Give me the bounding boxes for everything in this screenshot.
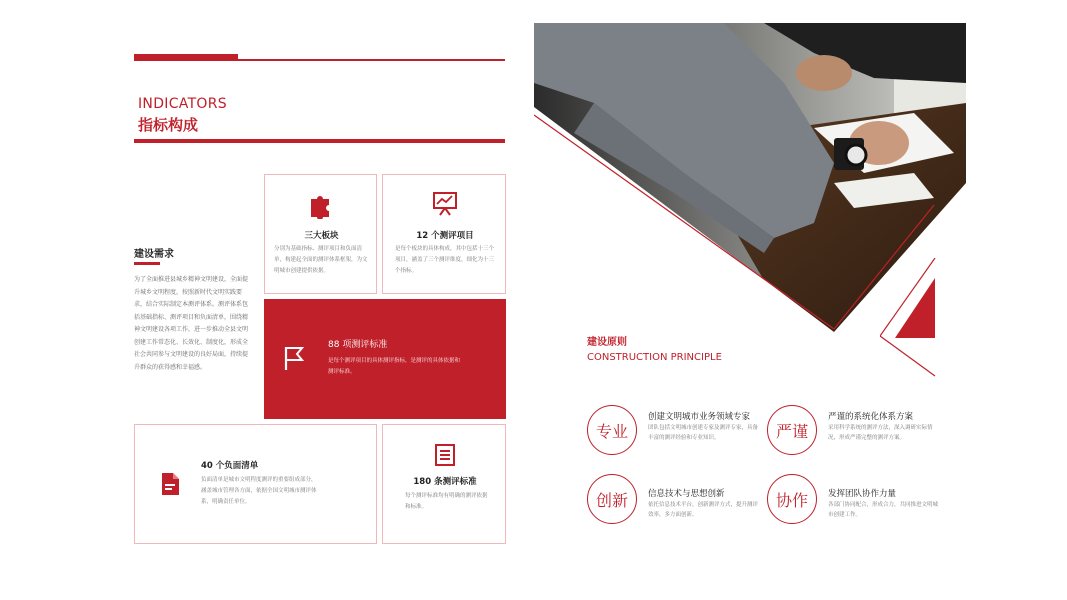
principle-badge-innovation: 创新: [587, 474, 637, 524]
presentation-chart-icon: [431, 189, 459, 221]
principle-title: 信息技术与思想创新: [648, 489, 725, 499]
principle-badge-rigorous: 严谨: [767, 405, 817, 455]
card-twelve-items: [382, 174, 506, 294]
card-forty-negative-list: [134, 424, 377, 544]
requirement-title: 建设需求: [134, 249, 174, 260]
principle-heading-zh: 建设原则: [587, 337, 627, 348]
principle-title: 严谨的系统化体系方案: [828, 412, 914, 422]
card-body: 是每个测评项目的具体测评指标，是测评的具体依据和测评标准。: [328, 358, 461, 375]
card-body: 是每个板块的具体构成，其中包括十三个项目，涵盖了三个测评维度，细化为十三个指标。: [395, 246, 495, 274]
card-title: 88 项测评标准: [328, 340, 388, 350]
document-icon: [159, 471, 181, 501]
principle-body: 各部门协同配合，形成合力，共同推进文明城市创建工作。: [828, 502, 939, 518]
principle-heading-en: CONSTRUCTION PRINCIPLE: [587, 352, 722, 363]
card-body: 负面清单是城市文明程度测评的重要组成部分，涵盖城市管理各方面，依据全国文明城市测评体系，明确责任单位。: [201, 477, 317, 505]
principle-title: 发挥团队协作力量: [828, 489, 897, 499]
card-title: 40 个负面清单: [201, 461, 259, 471]
requirement-body: 为了全面推进县城乡精神文明建设，全面提升城乡文明程度，按照新时代文明实践要求，结合实际制定本测评体系。测评体系包括基础指标、测评项目和负面清单，围绕精神文明建设各项工作，进一步推动全县文明创建工作常态化、长效化、制度化，形成全社会共同参与文明建设的良好局面，持续提升群众的获得感和幸福感。: [134, 276, 249, 371]
card-title: 180 条测评标准: [413, 477, 477, 487]
card-eighty-eight-standards: [264, 299, 506, 419]
card-three-sections: [264, 174, 377, 294]
red-corner-triangle: [880, 258, 940, 378]
indicators-heading-en: INDICATORS: [138, 96, 227, 112]
flag-icon: [282, 344, 308, 376]
principle-badge-professional: 专业: [587, 405, 637, 455]
principle-title: 创建文明城市业务领域专家: [648, 412, 751, 422]
principle-body: 采用科学系统的测评方法，深入调研实际情况，形成严谨完整的测评方案。: [828, 425, 933, 441]
indicators-heading-zh: 指标构成: [138, 116, 199, 134]
heading-underline: [134, 139, 505, 143]
requirement-accent: [134, 262, 160, 265]
principle-body: 依托信息技术平台，创新测评方式，提升测评效率，多方面创新。: [648, 502, 759, 518]
card-one-eighty-standards: [382, 424, 506, 544]
card-body: 分别为基础指标、测评项目和负面清单，构建起全面的测评体系框架，为文明城市创建提供依据。: [274, 246, 368, 274]
card-body: 每个测评标准均有明确的测评依据和标准。: [405, 493, 488, 510]
card-title: 12 个测评项目: [416, 231, 474, 241]
principle-badge-collaboration: 协作: [767, 474, 817, 524]
card-title: 三大板块: [304, 231, 339, 241]
top-accent-line: [238, 59, 505, 61]
list-document-icon: [434, 443, 456, 471]
top-accent-bar: [134, 54, 238, 61]
principle-body: 团队包括文明城市创建专家及测评专家，具备丰富的测评经验和专业知识。: [648, 425, 759, 441]
puzzle-icon: [307, 191, 335, 223]
